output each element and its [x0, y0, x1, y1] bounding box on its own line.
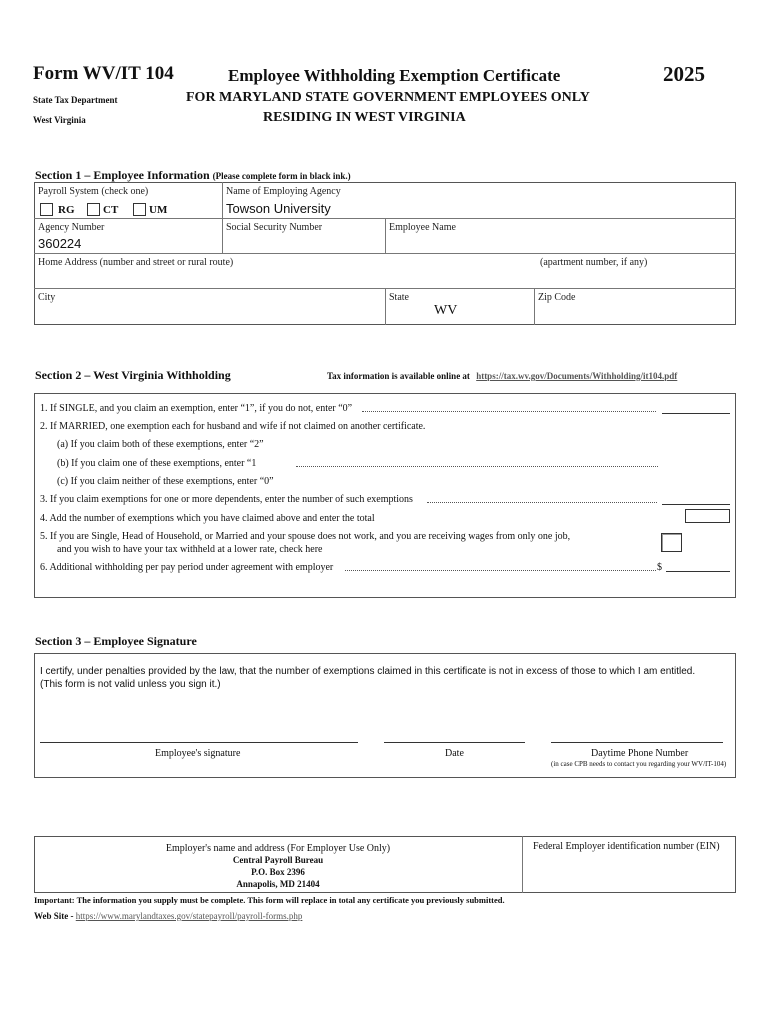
- payroll-system-label: Payroll System (check one): [38, 186, 149, 197]
- ssn-field[interactable]: [226, 234, 382, 251]
- payroll-rg-checkbox[interactable]: [40, 203, 53, 216]
- lower-rate-checkbox[interactable]: [661, 533, 682, 552]
- line6-field[interactable]: [666, 571, 730, 572]
- line3-field[interactable]: [662, 504, 730, 505]
- line1-field[interactable]: [662, 413, 730, 414]
- payroll-ct-label: CT: [103, 204, 119, 216]
- tax-info-line: [327, 371, 677, 381]
- certification-text: I certify, under penalties provided by the law, that the number of exemptions claimed in this certificate is not in excess of those to which I am entitled. (This form is not valid unless you sign it.): [40, 666, 696, 690]
- divider: [385, 288, 386, 325]
- apartment-label: (apartment number, if any): [540, 257, 648, 268]
- agency-name-label: Name of Employing Agency: [226, 186, 341, 197]
- signature-date-field[interactable]: [384, 742, 525, 743]
- payroll-um-label: UM: [149, 204, 168, 216]
- divider: [34, 253, 736, 254]
- line6-text: 6. Additional withholding per pay period under agreement with employer: [40, 562, 334, 573]
- divider: [385, 218, 386, 253]
- section1-note: (Please complete form in black ink.): [212, 171, 351, 181]
- section1-title: Section 1 – Employee Information: [35, 168, 210, 182]
- divider: [534, 288, 535, 325]
- payroll-rg-label: RG: [58, 204, 75, 216]
- employee-name-label: Employee Name: [389, 222, 456, 233]
- line2b-text: (b) If you claim one of these exemptions, enter “1: [57, 458, 257, 469]
- line2c-text: (c) If you claim neither of these exemptions, enter “0”: [57, 476, 274, 487]
- home-address-label: Home Address (number and street or rural route): [38, 257, 234, 268]
- section2-title: Section 2 – West Virginia Withholding: [35, 368, 231, 382]
- line2a-text: (a) If you claim both of these exemptions, enter “2”: [57, 439, 264, 450]
- line5-text: 5. If you are Single, Head of Household, or Married and your spouse does not work, and you are receiving wages from only one job,: [40, 531, 571, 542]
- payroll-um-checkbox[interactable]: [133, 203, 146, 216]
- website-line: [34, 911, 302, 921]
- ssn-label: Social Security Number: [226, 222, 323, 233]
- phone-note: (in case CPB needs to contact you regarding your WV/IT-104): [551, 760, 727, 768]
- line3-text: 3. If you claim exemptions for one or more dependents, enter the number of such exemptions: [40, 494, 413, 505]
- tax-info-link[interactable]: https://tax.wv.gov/Documents/Withholding/it104.pdf: [476, 371, 678, 381]
- line5-text-continued: and you wish to have your tax withheld at a lower rate, check here: [57, 544, 323, 555]
- section3-title: Section 3 – Employee Signature: [35, 634, 197, 648]
- payroll-ct-checkbox[interactable]: [87, 203, 100, 216]
- form-title: Employee Withholding Exemption Certificate: [228, 66, 561, 85]
- website-label: Web Site -: [34, 911, 74, 921]
- employer-name: Central Payroll Bureau: [232, 855, 324, 865]
- divider: [222, 182, 223, 253]
- fein-label: Federal Employer identification number (EIN): [533, 841, 720, 852]
- agency-number-field[interactable]: 360224: [38, 236, 82, 251]
- subtitle-line1: FOR MARYLAND STATE GOVERNMENT EMPLOYEES ONLY: [186, 90, 590, 105]
- date-label: Date: [445, 748, 464, 759]
- home-address-field[interactable]: [38, 270, 732, 286]
- employer-address2: Annapolis, MD 21404: [236, 879, 320, 889]
- daytime-phone-label: Daytime Phone Number: [591, 748, 689, 759]
- line1-text: 1. If SINGLE, and you claim an exemption, enter “1”, if you do not, enter “0”: [40, 403, 353, 414]
- leader-dots: [345, 570, 656, 571]
- divider: [522, 836, 523, 893]
- website-link[interactable]: https://www.marylandtaxes.gov/statepayroll/payroll-forms.php: [75, 911, 303, 921]
- line4-text: 4. Add the number of exemptions which you have claimed above and enter the total: [40, 513, 375, 524]
- department-label: State Tax Department: [33, 95, 118, 105]
- line4-total-box[interactable]: [685, 509, 730, 523]
- state-label: State: [389, 292, 409, 303]
- employer-label: Employer's name and address (For Employer Use Only): [165, 843, 391, 854]
- zip-code-label: Zip Code: [538, 292, 576, 303]
- employee-name-field[interactable]: [389, 234, 733, 251]
- city-field[interactable]: [38, 305, 382, 323]
- form-year: 2025: [663, 62, 705, 86]
- leader-dots: [362, 411, 656, 412]
- important-note: Important: The information you supply must be complete. This form will replace in total any certificate you previously submitted.: [34, 895, 505, 905]
- city-label: City: [38, 292, 56, 303]
- form-id: Form WV/IT 104: [33, 63, 174, 84]
- employer-address1: P.O. Box 2396: [251, 867, 305, 877]
- agency-number-label: Agency Number: [38, 222, 105, 233]
- agency-name-field[interactable]: Towson University: [226, 201, 331, 216]
- subtitle-line2: RESIDING IN WEST VIRGINIA: [263, 110, 466, 125]
- zip-code-field[interactable]: [538, 305, 733, 323]
- state-field[interactable]: WV: [434, 303, 458, 318]
- line2-text: 2. If MARRIED, one exemption each for husband and wife if not claimed on another certificate.: [40, 421, 426, 432]
- employee-signature-field[interactable]: [40, 742, 358, 743]
- leader-dots: [296, 466, 658, 467]
- daytime-phone-field[interactable]: [551, 742, 723, 743]
- state-name-label: West Virginia: [33, 115, 86, 125]
- tax-info-text: Tax information is available online at: [327, 371, 470, 381]
- section1-heading: [35, 168, 351, 183]
- signature-label: Employee's signature: [155, 748, 241, 759]
- dollar-sign: $: [657, 562, 662, 573]
- leader-dots: [427, 502, 657, 503]
